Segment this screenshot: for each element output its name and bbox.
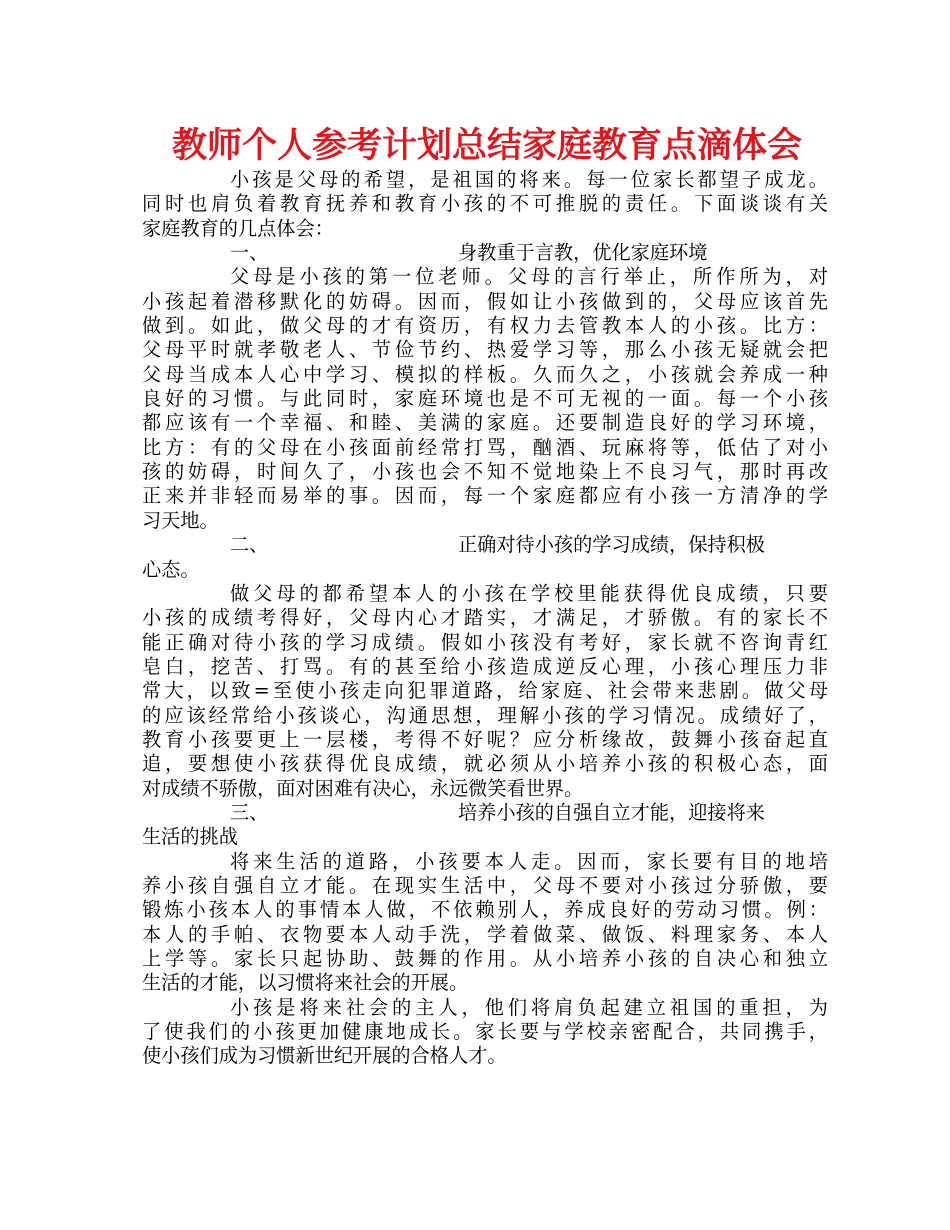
text-line: 小孩的成绩考得好，父母内心才踏实，才满足，才骄傲。有的家长不 (142, 606, 828, 630)
section-heading-text: 培养小孩的自强自立才能，迎接将来 (458, 800, 765, 824)
conclusion-paragraph (142, 996, 828, 1069)
text-line: 做父母的都希望本人的小孩在学校里能获得优良成绩，只要 (230, 581, 828, 605)
text-line: 本人的手帕、衣物要本人动手洗，学着做菜、做饭、料理家务、本人 (142, 922, 828, 946)
text-line: 父母当成本人心中学习、模拟的样板。久而久之，小孩就会养成一种 (142, 362, 828, 386)
text-line: 习天地。 (142, 508, 219, 532)
text-line: 生活的才能，以习惯将来社会的开展。 (142, 971, 469, 995)
text-line: 上学等。家长只起协助、鼓舞的作用。从小培养小孩的自决心和独立 (142, 947, 828, 970)
text-line: 将来生活的道路，小孩要本人走。因而，家长要有目的地培 (230, 849, 828, 873)
text-line: 家庭教育的几点体会： (142, 216, 334, 240)
text-line: 做到。如此，做父母的才有资历，有权力去管教本人的小孩。比方： (142, 314, 828, 338)
text-line: 孩的妨碍，时间久了，小孩也会不知不觉地染上不良习气，那时再改 (142, 460, 828, 484)
section-paragraph (142, 850, 828, 996)
section-heading (142, 241, 828, 265)
text-line: 锻炼小孩本人的事情本人做，不依赖别人，养成良好的劳动习惯。例： (142, 898, 828, 922)
section-heading-continuation: 心态。 (142, 557, 200, 581)
section-number: 三、 (230, 800, 269, 824)
text-line: 的应该经常给小孩谈心，沟通思想，理解小孩的学习情况。成绩好了， (142, 703, 828, 727)
intro-paragraph (142, 168, 828, 241)
text-line: 教育小孩要更上一层楼，考得不好呢？应分析缘故，鼓舞小孩奋起直 (142, 727, 828, 751)
section-heading-text: 正确对待小孩的学习成绩，保持积极 (458, 533, 765, 557)
text-line: 父母平时就孝敬老人、节俭节约、热爱学习等，那么小孩无疑就会把 (142, 338, 828, 362)
section-paragraph (142, 582, 828, 801)
text-line: 小孩是父母的希望，是祖国的将来。每一位家长都望子成龙。 (230, 168, 828, 191)
text-line: 同时也肩负着教育抚养和教育小孩的不可推脱的责任。下面谈谈有关 (142, 192, 828, 216)
text-line: 使小孩们成为习惯新世纪开展的合格人才。 (142, 1044, 507, 1068)
text-line: 小孩是将来社会的主人，他们将肩负起建立祖国的重担，为 (230, 995, 828, 1019)
text-line: 了使我们的小孩更加健康地成长。家长要与学校亲密配合，共同携手， (142, 1020, 828, 1044)
section-heading-continuation: 生活的挑战 (142, 825, 238, 849)
section-heading (142, 533, 828, 557)
text-line: 都应该有一个幸福、和睦、美满的家庭。还要制造良好的学习环境， (142, 411, 828, 435)
text-line: 良好的习惯。与此同时，家庭环境也是不可无视的一面。每一个小孩 (142, 387, 828, 411)
text-line: 皂白，挖苦、打骂。有的甚至给小孩造成逆反心理，小孩心理压力非 (142, 654, 828, 678)
section-heading (142, 801, 828, 825)
text-line: 养小孩自强自立才能。在现实生活中，父母不要对小孩过分骄傲，要 (142, 873, 828, 897)
text-line: 小孩起着潜移默化的妨碍。因而，假如让小孩做到的，父母应该首先 (142, 289, 828, 313)
text-line: 对成绩不骄傲，面对困难有决心，永远微笑看世界。 (142, 776, 584, 800)
text-line: 追，要想使小孩获得优良成绩，就必须从小培养小孩的积极心态，面 (142, 752, 828, 776)
text-line: 能正确对待小孩的学习成绩。假如小孩没有考好，家长就不咨询青红 (142, 630, 828, 654)
section-number: 二、 (230, 533, 269, 557)
section-number: 一、 (230, 241, 269, 265)
document-body (142, 168, 828, 1069)
text-line: 比方：有的父母在小孩面前经常打骂，酗酒、玩麻将等，低估了对小 (142, 435, 828, 459)
document-page (142, 124, 828, 1069)
text-line: 父母是小孩的第一位老师。父母的言行举止，所作所为，对 (230, 265, 828, 289)
text-line: 正来并非轻而易举的事。因而，每一个家庭都应有小孩一方清净的学 (142, 484, 828, 508)
document-title: 教师个人参考计划总结家庭教育点滴体会 (171, 126, 802, 166)
text-line: 常大，以致=至使小孩走向犯罪道路，给家庭、社会带来悲剧。做父母 (142, 679, 828, 703)
section-heading-text: 身教重于言教，优化家庭环境 (458, 241, 708, 265)
section-paragraph (142, 265, 828, 533)
